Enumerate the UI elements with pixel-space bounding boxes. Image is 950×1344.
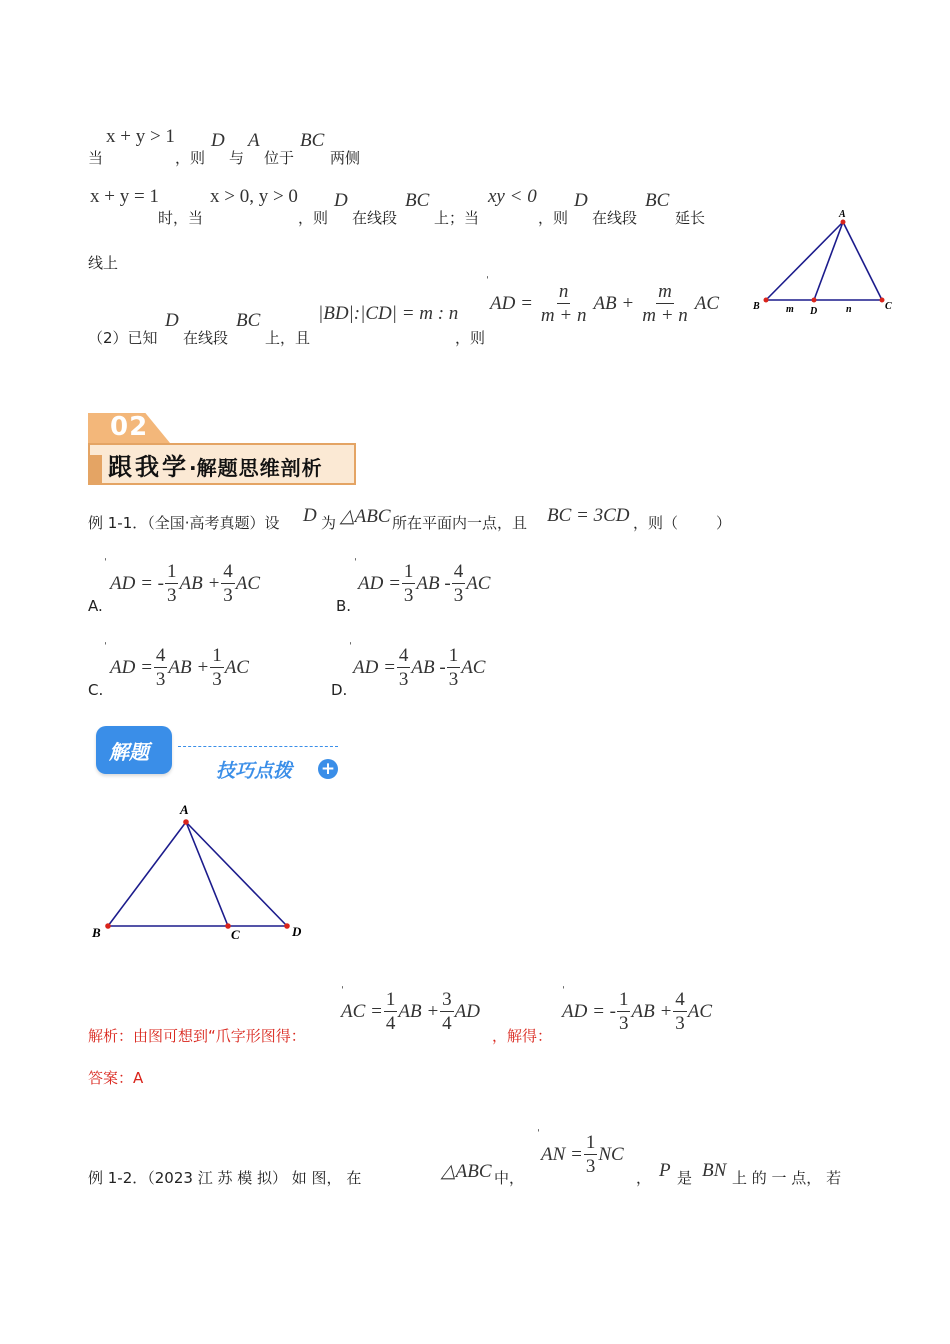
- frac-den: 3: [585, 1156, 596, 1177]
- math-d1: D: [334, 190, 348, 211]
- text-zhong: 中，: [494, 1169, 525, 1187]
- text-xianshang: 线上: [88, 254, 119, 272]
- math-ratio: |BD|:|CD| = m : n: [318, 303, 459, 324]
- solution-label: 解析：由图可想到“爪字形图得：: [88, 1027, 306, 1045]
- label-c: C: [231, 927, 240, 942]
- math-cond3: xy < 0: [488, 186, 537, 207]
- frac-num: 4: [675, 989, 685, 1010]
- math-bc-3cd: BC = 3CD: [547, 505, 630, 526]
- math-lhs: AC =: [341, 1000, 383, 1022]
- section-dot: ·: [189, 456, 197, 480]
- frac-den: 3: [155, 669, 166, 690]
- frac-den-mn2: m + n: [642, 305, 688, 326]
- figure-triangle-mn: [748, 204, 898, 322]
- tip-badge: [96, 726, 342, 786]
- math-lhs: AD =: [358, 572, 401, 594]
- solution-eq1: [341, 986, 480, 1034]
- math-cond: x + y > 1: [106, 126, 175, 147]
- text-yanchang: 延长: [675, 209, 706, 227]
- point-a: [183, 819, 189, 825]
- text-rest: 上 的 一 点， 若: [732, 1169, 842, 1187]
- option-c[interactable]: [88, 642, 318, 699]
- frac-den: 3: [453, 585, 464, 606]
- text-shi: 是: [677, 1169, 693, 1187]
- frac-num: 1: [385, 989, 396, 1010]
- point-c: [225, 923, 231, 929]
- math-mid: AB +: [631, 1000, 673, 1022]
- math-lhs: AD = -: [562, 1000, 616, 1022]
- label-a: A: [180, 802, 189, 817]
- math-mid: AB -: [416, 572, 451, 594]
- frac-num: 4: [155, 645, 166, 666]
- vector-mark: ˈ: [537, 1129, 540, 1140]
- math-triangle-abc: △ABC: [441, 1161, 492, 1182]
- vector-mark: ˈ: [562, 986, 565, 997]
- text-shang-dang: 上；当: [434, 209, 480, 227]
- math-bc: BC: [300, 130, 325, 151]
- text-liangce: 两侧: [330, 149, 361, 167]
- math-mid: AB +: [168, 656, 210, 678]
- math-lhs: AD =: [353, 656, 396, 678]
- text-comma: ，: [636, 1169, 652, 1187]
- frac-den: 3: [403, 585, 414, 606]
- answer-text: 答案：A: [88, 1069, 144, 1087]
- frac-den: 3: [166, 585, 177, 606]
- label-c: C: [885, 301, 892, 312]
- frac-num-m: m: [658, 281, 672, 302]
- math-an: AN =: [541, 1143, 583, 1165]
- math-ac: AC: [694, 292, 720, 314]
- triangle-lines: [766, 222, 882, 300]
- text-wei: 为: [321, 514, 337, 532]
- math-d2: D: [574, 190, 588, 211]
- frac-den: 4: [385, 1013, 396, 1034]
- frac-num-n: n: [558, 281, 569, 302]
- math-end: AC: [687, 1000, 713, 1022]
- section-subtitle: 解题思维剖析: [196, 456, 323, 480]
- math-ab: AB +: [593, 292, 635, 314]
- text-ze1: ，则: [298, 209, 329, 227]
- frac-num: 1: [448, 645, 459, 666]
- frac-num: 1: [212, 645, 222, 666]
- point-b: [105, 923, 111, 929]
- section-number: 02: [110, 412, 149, 442]
- math-triangle-abc: △ABC: [340, 506, 391, 527]
- vector-mark: ˈ: [341, 986, 344, 997]
- frac-den: 3: [223, 585, 233, 606]
- plus-icon: +: [318, 759, 338, 779]
- frac-den: 3: [675, 1013, 685, 1034]
- example1-label: 例 1-1．（全国·高考真题）设: [88, 514, 280, 532]
- math-lhs: AD =: [110, 656, 153, 678]
- math-end: AC: [466, 572, 491, 594]
- vector-mark: ˈ: [104, 558, 107, 569]
- frac-num: 3: [442, 989, 452, 1010]
- section-title-left-bar: [88, 455, 102, 485]
- label-d: D: [810, 306, 818, 317]
- frac-den: 3: [448, 669, 459, 690]
- math-an-nc: [537, 1129, 624, 1177]
- math-d: D: [165, 310, 179, 331]
- math-mid: AB -: [411, 656, 446, 678]
- text-weiyu: 位于: [264, 149, 295, 167]
- text-zaixianduan: 在线段: [183, 329, 229, 347]
- label-d: D: [292, 924, 302, 939]
- section-title: 跟我学: [108, 453, 189, 481]
- frac-num: 4: [223, 561, 233, 582]
- section-header: [88, 413, 358, 487]
- math-bc: BC: [236, 310, 261, 331]
- math-end: AC: [224, 656, 249, 678]
- formula-ad-ratio: [486, 276, 720, 326]
- text-ze: ，则: [175, 149, 206, 167]
- text-zaixianduan1: 在线段: [352, 209, 398, 227]
- math-cond1: x + y = 1: [90, 186, 159, 207]
- text-ze2: ，则: [538, 209, 569, 227]
- math-cond2: x > 0, y > 0: [210, 186, 298, 207]
- option-d[interactable]: [331, 642, 561, 699]
- frac-den: 3: [212, 669, 222, 690]
- math-bc2: BC: [645, 190, 670, 211]
- point-b: [764, 298, 769, 303]
- frac-den: 3: [398, 669, 409, 690]
- option-a[interactable]: [88, 558, 318, 615]
- label-b: B: [753, 301, 760, 312]
- label-b: B: [92, 925, 101, 940]
- tip-dashed-line: [178, 746, 338, 747]
- point-a: [841, 220, 846, 225]
- math-ad: AD =: [490, 292, 533, 314]
- figure-triangle-claw: [88, 798, 318, 946]
- option-c-letter: C.: [88, 681, 104, 699]
- math-nc: NC: [598, 1143, 624, 1165]
- text-close-paren: ）: [716, 514, 732, 532]
- text-part2-prefix: （2）已知: [88, 329, 158, 347]
- text-suozai: 所在平面内一点，且: [392, 514, 528, 532]
- math-d: D: [303, 505, 317, 526]
- math-bc1: BC: [405, 190, 430, 211]
- frac-num: 1: [403, 561, 414, 582]
- option-a-letter: A.: [88, 597, 103, 615]
- option-d-letter: D.: [331, 681, 348, 699]
- vector-mark: ˈ: [354, 558, 357, 569]
- math-lhs: AD = -: [110, 572, 164, 594]
- math-end: AD: [454, 1000, 480, 1022]
- math-end: AC: [235, 572, 261, 594]
- text-yu: 与: [229, 149, 245, 167]
- math-d: D: [211, 130, 225, 151]
- math-bn: BN: [702, 1160, 727, 1181]
- frac-num: 1: [585, 1132, 596, 1153]
- math-p: P: [659, 1160, 671, 1181]
- point-d: [284, 923, 290, 929]
- triangle-lines: [108, 822, 287, 926]
- frac-den-mn1: m + n: [540, 305, 587, 326]
- text-shang-qie: 上，且: [265, 329, 311, 347]
- text-shi-dang: 时，当: [158, 209, 204, 227]
- frac-num: 4: [398, 645, 409, 666]
- text-ze: ，则（: [633, 514, 679, 532]
- vector-mark: ˈ: [104, 642, 107, 653]
- math-end: AC: [461, 656, 486, 678]
- text-zaixianduan2: 在线段: [592, 209, 638, 227]
- tip-badge-top: 解题: [109, 740, 149, 764]
- label-n: n: [846, 304, 852, 315]
- vector-mark: ˈ: [486, 276, 489, 287]
- example2-label: 例 1-2．（2023 江 苏 模 拟） 如 图， 在: [88, 1169, 362, 1187]
- option-b[interactable]: [336, 558, 566, 615]
- frac-num: 1: [166, 561, 177, 582]
- label-a: A: [839, 209, 846, 220]
- point-d: [812, 298, 817, 303]
- text-dang: 当: [88, 149, 104, 167]
- frac-den: 4: [442, 1013, 452, 1034]
- math-mid: AB +: [179, 572, 221, 594]
- label-m: m: [786, 304, 794, 315]
- option-b-letter: B.: [336, 597, 352, 615]
- vector-mark: ˈ: [349, 642, 352, 653]
- text-ze: ，则: [455, 329, 486, 347]
- frac-num: 1: [618, 989, 629, 1010]
- tip-badge-bottom: 技巧点拨: [216, 760, 293, 782]
- math-a: A: [248, 130, 260, 151]
- frac-num: 4: [453, 561, 464, 582]
- point-c: [880, 298, 885, 303]
- solution-eq2: [562, 986, 713, 1034]
- frac-den: 3: [618, 1013, 629, 1034]
- solution-jiede: ，解得：: [492, 1027, 553, 1045]
- math-mid: AB +: [398, 1000, 440, 1022]
